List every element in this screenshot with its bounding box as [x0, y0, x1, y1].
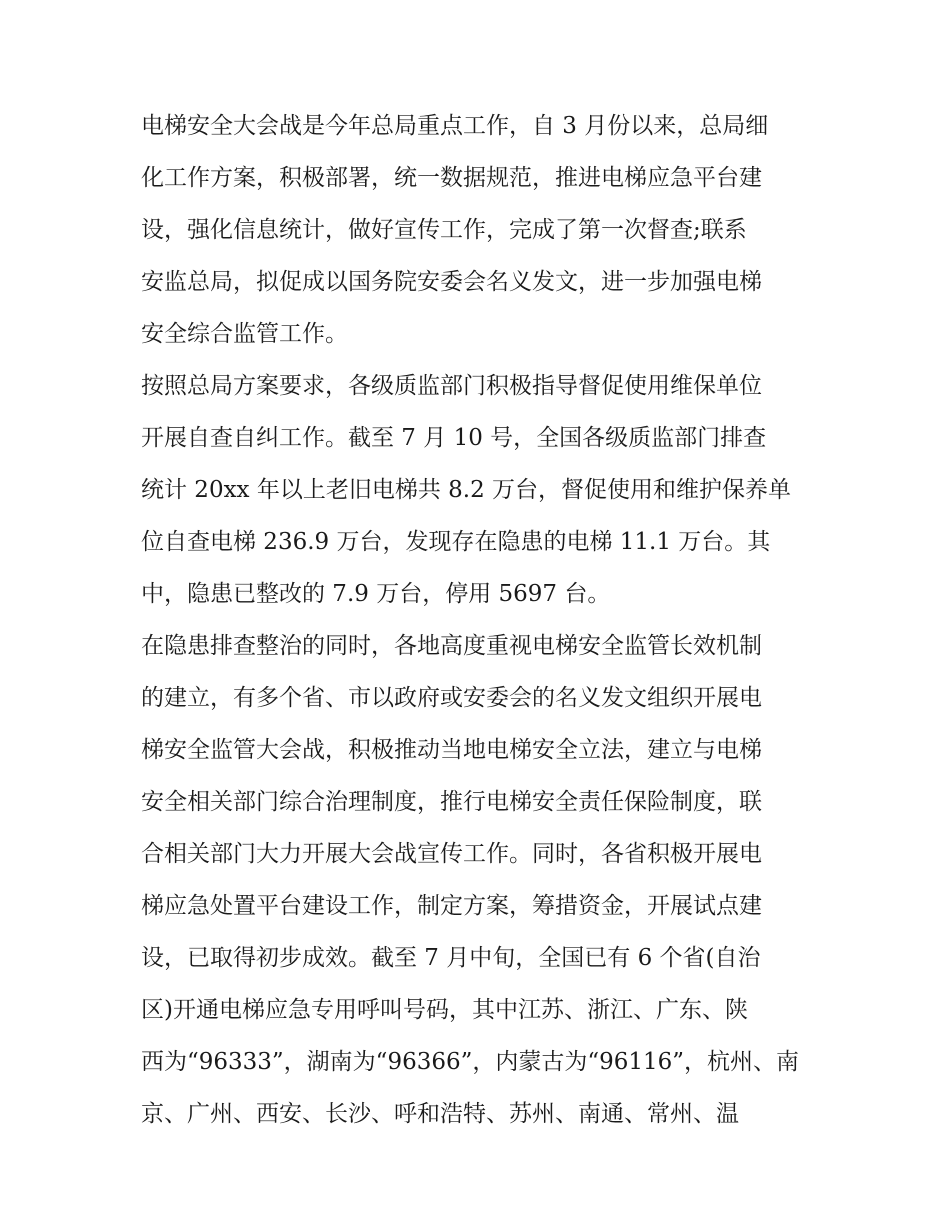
text-line: 设，已取得初步成效。截至 7 月中旬，全国已有 6 个省(自治 [141, 945, 761, 971]
document-body [141, 100, 821, 1140]
text-line: 合相关部门大力开展大会战宣传工作。同时，各省积极开展电 [141, 841, 762, 867]
text-line: 区)开通电梯应急专用呼叫号码，其中江苏、浙江、广东、陕 [141, 997, 748, 1023]
text-line: 梯安全监管大会战，积极推动当地电梯安全立法，建立与电梯 [141, 737, 762, 763]
text-line: 安全综合监管工作。 [141, 321, 348, 347]
text-line: 开展自查自纠工作。截至 7 月 10 号，全国各级质监部门排查 [141, 425, 767, 451]
text-line: 梯应急处置平台建设工作，制定方案，筹措资金，开展试点建 [141, 893, 762, 919]
text-line: 化工作方案，积极部署，统一数据规范，推进电梯应急平台建 [141, 165, 762, 191]
text-line: 京、广州、西安、长沙、呼和浩特、苏州、南通、常州、温 [141, 1101, 739, 1127]
text-line: 的建立，有多个省、市以政府或安委会的名义发文组织开展电 [141, 685, 762, 711]
text-line: 电梯安全大会战是今年总局重点工作，自 3 月份以来，总局细 [141, 113, 769, 139]
text-line: 在隐患排查整治的同时，各地高度重视电梯安全监管长效机制 [141, 633, 762, 659]
text-line: 统计 20xx 年以上老旧电梯共 8.2 万台，督促使用和维护保养单 [141, 477, 792, 503]
text-line: 位自查电梯 236.9 万台，发现存在隐患的电梯 11.1 万台。其 [141, 529, 771, 555]
text-line: 西为“96333”，湖南为“96366”，内蒙古为“96116”，杭州、南 [141, 1049, 800, 1075]
text-line: 按照总局方案要求，各级质监部门积极指导督促使用维保单位 [141, 373, 762, 399]
text-line: 安全相关部门综合治理制度，推行电梯安全责任保险制度，联 [141, 789, 762, 815]
text-line: 安监总局，拟促成以国务院安委会名义发文，进一步加强电梯 [141, 269, 762, 295]
text-line: 设，强化信息统计，做好宣传工作，完成了第一次督查;联系 [141, 217, 747, 243]
text-line: 中，隐患已整改的 7.9 万台，停用 5697 台。 [141, 581, 611, 607]
